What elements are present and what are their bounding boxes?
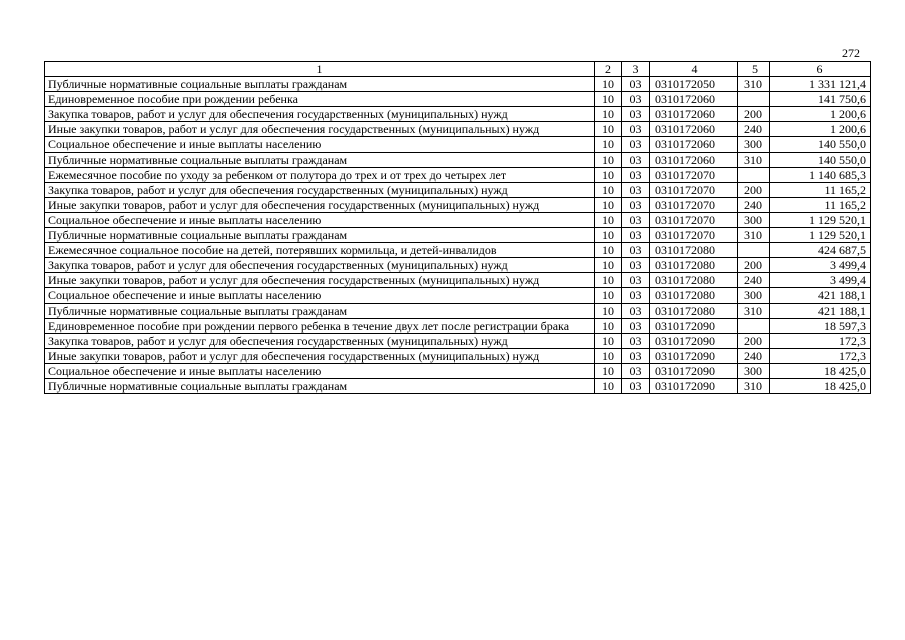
row-amount-cell: 1 140 685,3 xyxy=(770,167,871,182)
row-amount-cell: 11 165,2 xyxy=(770,197,871,212)
row-amount-cell: 1 129 520,1 xyxy=(770,228,871,243)
row-section-cell: 10 xyxy=(595,137,622,152)
row-subsection-cell: 03 xyxy=(622,288,650,303)
row-amount-cell: 18 425,0 xyxy=(770,378,871,393)
row-expense-type-cell: 200 xyxy=(738,182,770,197)
row-expense-type-cell: 240 xyxy=(738,348,770,363)
row-target-code-cell: 0310172080 xyxy=(650,273,738,288)
row-expense-type-cell: 300 xyxy=(738,212,770,227)
row-target-code-cell: 0310172060 xyxy=(650,137,738,152)
row-name-cell: Закупка товаров, работ и услуг для обеспечения государственных (муниципальных) нужд xyxy=(45,182,595,197)
row-amount-cell: 140 550,0 xyxy=(770,152,871,167)
row-section-cell: 10 xyxy=(595,167,622,182)
table-row xyxy=(45,197,871,212)
row-target-code-cell: 0310172090 xyxy=(650,378,738,393)
row-subsection-cell: 03 xyxy=(622,77,650,92)
row-amount-cell: 1 200,6 xyxy=(770,107,871,122)
row-name-cell: Публичные нормативные социальные выплаты гражданам xyxy=(45,152,595,167)
row-name-cell: Публичные нормативные социальные выплаты гражданам xyxy=(45,77,595,92)
row-amount-cell: 18 597,3 xyxy=(770,318,871,333)
budget-table xyxy=(44,61,871,394)
row-section-cell: 10 xyxy=(595,258,622,273)
row-section-cell: 10 xyxy=(595,122,622,137)
table-row xyxy=(45,182,871,197)
row-section-cell: 10 xyxy=(595,333,622,348)
row-section-cell: 10 xyxy=(595,77,622,92)
header-cell-5: 5 xyxy=(738,62,770,77)
row-amount-cell: 1 129 520,1 xyxy=(770,212,871,227)
row-subsection-cell: 03 xyxy=(622,243,650,258)
table-row xyxy=(45,243,871,258)
row-amount-cell: 1 200,6 xyxy=(770,122,871,137)
row-section-cell: 10 xyxy=(595,92,622,107)
row-subsection-cell: 03 xyxy=(622,258,650,273)
table-row xyxy=(45,258,871,273)
row-name-cell: Единовременное пособие при рождении ребенка xyxy=(45,92,595,107)
row-expense-type-cell: 240 xyxy=(738,197,770,212)
row-amount-cell: 141 750,6 xyxy=(770,92,871,107)
row-name-cell: Публичные нормативные социальные выплаты гражданам xyxy=(45,228,595,243)
row-section-cell: 10 xyxy=(595,228,622,243)
row-name-cell: Иные закупки товаров, работ и услуг для обеспечения государственных (муниципальных) нужд xyxy=(45,348,595,363)
row-target-code-cell: 0310172070 xyxy=(650,212,738,227)
row-name-cell: Социальное обеспечение и иные выплаты населению xyxy=(45,288,595,303)
row-expense-type-cell xyxy=(738,243,770,258)
row-target-code-cell: 0310172090 xyxy=(650,348,738,363)
row-name-cell: Иные закупки товаров, работ и услуг для обеспечения государственных (муниципальных) нужд xyxy=(45,197,595,212)
row-name-cell: Единовременное пособие при рождении первого ребенка в течение двух лет после регистрации брака xyxy=(45,318,595,333)
table-row xyxy=(45,273,871,288)
table-row xyxy=(45,333,871,348)
table-row xyxy=(45,92,871,107)
row-name-cell: Закупка товаров, работ и услуг для обеспечения государственных (муниципальных) нужд xyxy=(45,258,595,273)
row-section-cell: 10 xyxy=(595,318,622,333)
row-subsection-cell: 03 xyxy=(622,92,650,107)
row-target-code-cell: 0310172080 xyxy=(650,258,738,273)
header-cell-2: 2 xyxy=(595,62,622,77)
row-expense-type-cell: 300 xyxy=(738,137,770,152)
row-subsection-cell: 03 xyxy=(622,333,650,348)
row-target-code-cell: 0310172060 xyxy=(650,92,738,107)
row-subsection-cell: 03 xyxy=(622,152,650,167)
row-section-cell: 10 xyxy=(595,273,622,288)
row-expense-type-cell: 310 xyxy=(738,378,770,393)
header-cell-6: 6 xyxy=(770,62,871,77)
row-name-cell: Социальное обеспечение и иные выплаты населению xyxy=(45,137,595,152)
row-amount-cell: 3 499,4 xyxy=(770,273,871,288)
row-target-code-cell: 0310172050 xyxy=(650,77,738,92)
row-amount-cell: 421 188,1 xyxy=(770,303,871,318)
row-target-code-cell: 0310172070 xyxy=(650,197,738,212)
row-subsection-cell: 03 xyxy=(622,363,650,378)
row-expense-type-cell: 310 xyxy=(738,303,770,318)
row-target-code-cell: 0310172060 xyxy=(650,152,738,167)
row-subsection-cell: 03 xyxy=(622,107,650,122)
row-amount-cell: 11 165,2 xyxy=(770,182,871,197)
row-expense-type-cell xyxy=(738,167,770,182)
row-section-cell: 10 xyxy=(595,107,622,122)
row-target-code-cell: 0310172060 xyxy=(650,107,738,122)
row-section-cell: 10 xyxy=(595,197,622,212)
row-section-cell: 10 xyxy=(595,363,622,378)
row-target-code-cell: 0310172070 xyxy=(650,167,738,182)
row-amount-cell: 140 550,0 xyxy=(770,137,871,152)
row-amount-cell: 3 499,4 xyxy=(770,258,871,273)
row-subsection-cell: 03 xyxy=(622,212,650,227)
row-expense-type-cell: 310 xyxy=(738,77,770,92)
row-target-code-cell: 0310172090 xyxy=(650,318,738,333)
row-expense-type-cell: 200 xyxy=(738,258,770,273)
row-target-code-cell: 0310172080 xyxy=(650,243,738,258)
row-subsection-cell: 03 xyxy=(622,378,650,393)
row-target-code-cell: 0310172060 xyxy=(650,122,738,137)
row-expense-type-cell: 200 xyxy=(738,107,770,122)
row-section-cell: 10 xyxy=(595,378,622,393)
table-row xyxy=(45,212,871,227)
row-amount-cell: 18 425,0 xyxy=(770,363,871,378)
row-amount-cell: 172,3 xyxy=(770,333,871,348)
table-row xyxy=(45,348,871,363)
row-subsection-cell: 03 xyxy=(622,137,650,152)
table-row xyxy=(45,122,871,137)
table-row xyxy=(45,318,871,333)
row-section-cell: 10 xyxy=(595,243,622,258)
row-name-cell: Социальное обеспечение и иные выплаты населению xyxy=(45,363,595,378)
row-section-cell: 10 xyxy=(595,152,622,167)
row-expense-type-cell: 200 xyxy=(738,333,770,348)
page-number: 272 xyxy=(842,46,860,60)
row-name-cell: Иные закупки товаров, работ и услуг для обеспечения государственных (муниципальных) нужд xyxy=(45,122,595,137)
row-section-cell: 10 xyxy=(595,348,622,363)
table-row xyxy=(45,303,871,318)
row-section-cell: 10 xyxy=(595,303,622,318)
row-amount-cell: 1 331 121,4 xyxy=(770,77,871,92)
row-name-cell: Иные закупки товаров, работ и услуг для обеспечения государственных (муниципальных) нужд xyxy=(45,273,595,288)
table-row xyxy=(45,378,871,393)
table-row xyxy=(45,137,871,152)
row-expense-type-cell: 240 xyxy=(738,273,770,288)
table-row xyxy=(45,77,871,92)
table-row xyxy=(45,288,871,303)
row-subsection-cell: 03 xyxy=(622,182,650,197)
row-subsection-cell: 03 xyxy=(622,122,650,137)
row-name-cell: Ежемесячное социальное пособие на детей, потерявших кормильца, и детей-инвалидов xyxy=(45,243,595,258)
row-section-cell: 10 xyxy=(595,288,622,303)
table-row xyxy=(45,152,871,167)
row-expense-type-cell: 310 xyxy=(738,228,770,243)
header-cell-3: 3 xyxy=(622,62,650,77)
row-subsection-cell: 03 xyxy=(622,228,650,243)
row-amount-cell: 421 188,1 xyxy=(770,288,871,303)
row-subsection-cell: 03 xyxy=(622,318,650,333)
table-body xyxy=(45,62,871,394)
row-amount-cell: 424 687,5 xyxy=(770,243,871,258)
row-name-cell: Ежемесячное пособие по уходу за ребенком от полутора до трех и от трех до четырех лет xyxy=(45,167,595,182)
row-expense-type-cell: 240 xyxy=(738,122,770,137)
row-subsection-cell: 03 xyxy=(622,197,650,212)
row-expense-type-cell xyxy=(738,92,770,107)
row-subsection-cell: 03 xyxy=(622,348,650,363)
row-target-code-cell: 0310172080 xyxy=(650,303,738,318)
header-cell-1: 1 xyxy=(45,62,595,77)
header-cell-4: 4 xyxy=(650,62,738,77)
row-section-cell: 10 xyxy=(595,212,622,227)
row-target-code-cell: 0310172080 xyxy=(650,288,738,303)
table-header-row xyxy=(45,62,871,77)
row-target-code-cell: 0310172070 xyxy=(650,228,738,243)
row-target-code-cell: 0310172090 xyxy=(650,363,738,378)
row-expense-type-cell: 310 xyxy=(738,152,770,167)
row-expense-type-cell xyxy=(738,318,770,333)
row-target-code-cell: 0310172070 xyxy=(650,182,738,197)
row-subsection-cell: 03 xyxy=(622,303,650,318)
table-row xyxy=(45,228,871,243)
row-target-code-cell: 0310172090 xyxy=(650,333,738,348)
row-amount-cell: 172,3 xyxy=(770,348,871,363)
row-section-cell: 10 xyxy=(595,182,622,197)
table-row xyxy=(45,107,871,122)
row-name-cell: Публичные нормативные социальные выплаты гражданам xyxy=(45,303,595,318)
row-expense-type-cell: 300 xyxy=(738,288,770,303)
row-name-cell: Закупка товаров, работ и услуг для обеспечения государственных (муниципальных) нужд xyxy=(45,107,595,122)
table-row xyxy=(45,167,871,182)
table-row xyxy=(45,363,871,378)
row-expense-type-cell: 300 xyxy=(738,363,770,378)
row-subsection-cell: 03 xyxy=(622,167,650,182)
row-name-cell: Закупка товаров, работ и услуг для обеспечения государственных (муниципальных) нужд xyxy=(45,333,595,348)
row-subsection-cell: 03 xyxy=(622,273,650,288)
row-name-cell: Социальное обеспечение и иные выплаты населению xyxy=(45,212,595,227)
row-name-cell: Публичные нормативные социальные выплаты гражданам xyxy=(45,378,595,393)
